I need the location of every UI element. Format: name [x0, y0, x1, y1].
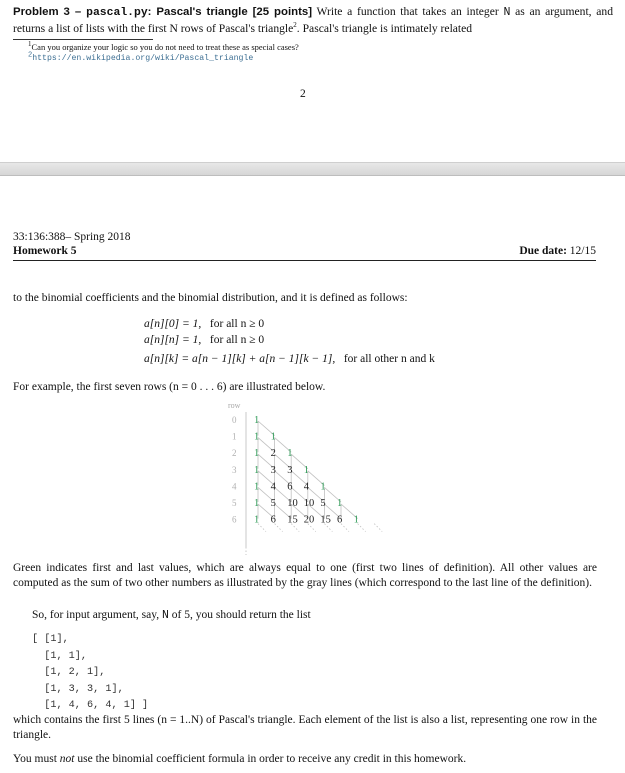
triangle-inner-value: 10 [287, 498, 298, 509]
triangle-edge-value: 1 [254, 498, 260, 509]
green-explanation: Green indicates first and last values, which are always equal to one (first two lines of definition). All other values are computed as the sum of two other numbers as illustrated by the gray lines (which correspond to the last line of the definition). [13, 562, 597, 589]
triangle-inner-value: 20 [303, 514, 315, 526]
contains-text: which contains the first 5 lines (n = 1..N) of Pascal's triangle. Each element of the list is also a list, representing one row in the triangle. [13, 714, 597, 741]
triangle-inner-value: 15 [320, 514, 331, 526]
footnote-2-link[interactable]: $^2$https://en.wikipedia.org/wiki/Pascal_triangle [28, 51, 254, 63]
triangle-edge-value: 1 [303, 464, 310, 476]
triangle-inner-value: 15 [287, 514, 298, 526]
intro-text: to the binomial coefficients and the binomial distribution, and it is defined as follows: [13, 292, 408, 304]
example-text: For example, the first seven rows (n = 0 . . . 6) are illustrated below. [13, 381, 326, 393]
problem-paragraph: Problem 3 – pascal.py: Pascal's triangle [25 points] Write a function that takes an integer N as an argument, and returns a list of lists with the first N rows of Pascal's triangle$^2$. Pascal's triangle is intimately related [13, 5, 613, 35]
triangle-edge-value: 1 [320, 481, 326, 493]
row-number: 4 [232, 481, 237, 492]
triangle-edge-value: 1 [254, 415, 260, 426]
triangle-edge-value: 1 [337, 498, 343, 509]
triangle-inner-value: 5 [270, 498, 276, 509]
triangle-edge-value: 1 [254, 431, 260, 443]
row-number: 3 [232, 464, 237, 475]
triangle-inner-value: 6 [337, 514, 343, 526]
problem-heading: Problem 3 – pascal.py: Pascal's triangle [25 points] [13, 6, 313, 19]
homework-title: Homework 5 [13, 245, 77, 257]
triangle-inner-value: 3 [287, 464, 293, 476]
credit-warning: You must not use the binomial coefficient formula in order to receive any credit in this homework. [13, 753, 467, 765]
triangle-inner-value: 5 [320, 498, 326, 509]
definition-1: a[n][0] = 1, for all n ≥ 0 [144, 318, 265, 330]
footnote-ref[interactable]: 2 [293, 21, 297, 30]
row-axis-label: row [228, 401, 241, 410]
triangle-inner-value: 4 [270, 481, 276, 493]
triangle-edge-value: 1 [254, 464, 260, 476]
triangle-edge-value: 1 [287, 448, 293, 460]
footnote-1: $^1$Can you organize your logic so you do not need to treat these as special cases? [28, 40, 299, 52]
triangle-edge-value: 1 [254, 514, 260, 526]
definition-3: a[n][k] = a[n − 1][k] + a[n − 1][k − 1], for all other n and k [144, 353, 435, 365]
triangle-edge-value: 1 [353, 514, 359, 526]
triangle-inner-value: 4 [303, 481, 310, 493]
row-number: 2 [232, 448, 237, 459]
row-number: 1 [232, 431, 237, 442]
so-text: So, for input argument, say, N of 5, you should return the list [32, 609, 311, 622]
row-number: 6 [232, 514, 237, 525]
triangle-inner-value: 2 [270, 448, 276, 460]
triangle-continuation [374, 524, 382, 532]
triangle-inner-value: 10 [303, 498, 315, 509]
triangle-inner-value: 3 [270, 464, 276, 476]
row-number: 5 [232, 498, 237, 508]
definition-2: a[n][n] = 1, for all n ≥ 0 [144, 334, 265, 346]
code-line: [1, 1], [32, 650, 88, 662]
due-date: Due date: 12/15 [519, 245, 596, 257]
triangle-inner-value: 6 [270, 514, 276, 526]
code-line: [ [1], [32, 634, 69, 645]
code-line: [1, 2, 1], [32, 667, 106, 679]
course-header: 33:136:388– Spring 2018 [13, 231, 131, 243]
triangle-edge-value: 1 [254, 481, 260, 493]
triangle-edge-value: 1 [254, 448, 260, 460]
code-block [32, 632, 148, 715]
row-number: 0 [232, 415, 237, 425]
triangle-inner-value: 6 [287, 481, 293, 493]
code-line: [1, 4, 6, 4, 1] ] [32, 700, 149, 712]
triangle-edge-value: 1 [270, 431, 276, 443]
code-line: [1, 3, 3, 1], [32, 683, 124, 695]
page-number: 2 [300, 88, 306, 100]
